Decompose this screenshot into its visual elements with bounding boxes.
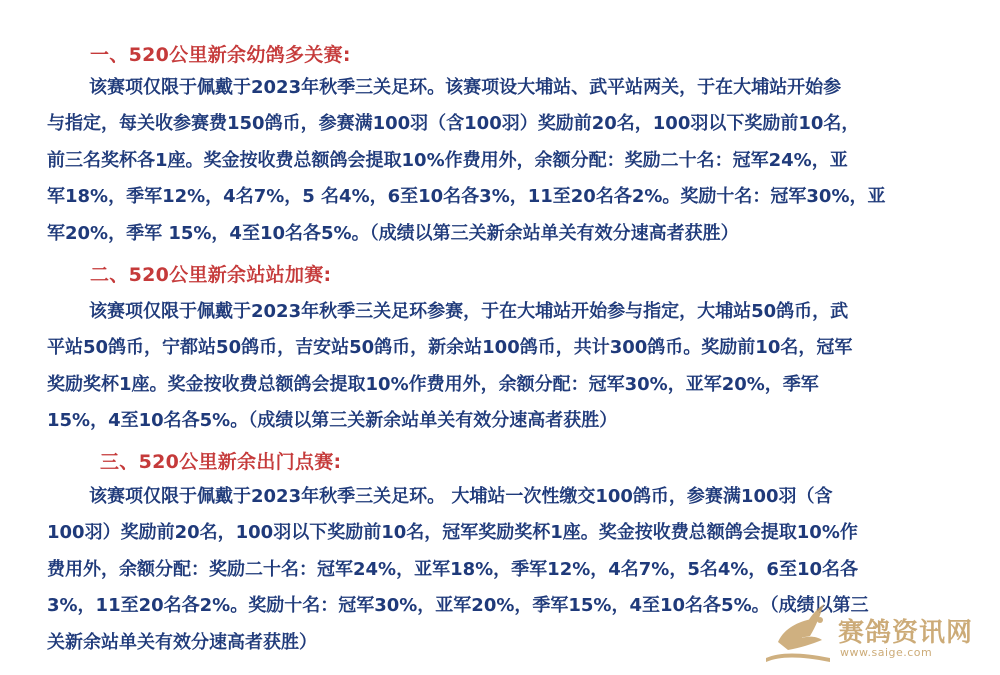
section-1-line-2: 与指定，每关收参赛费150鸽币，参赛满100羽（含100羽）奖励前20名，100羽以下奖励前10名， (47, 113, 860, 135)
section-2-line-2: 平站50鸽币，宁都站50鸽币，吉安站50鸽币，新余站100鸽币，共计300鸽币。奖励前10名，冠军 (47, 337, 853, 359)
section-2-body (47, 294, 962, 440)
section-1-line-4: 军18%，季军12%，4名7%，5 名4%，6至10名各3%，11至20名各2%。奖励十名：冠军30%，亚 (47, 186, 886, 208)
section-3-line-4: 3%，11至20名各2%。奖励十名：冠军30%，亚军20%，季军15%，4至10名各5%。（成绩以第三 (47, 595, 869, 617)
section-1-line-5: 军20%，季军 15%，4至10名各5%。（成绩以第三关新余站单关有效分速高者获胜） (47, 222, 739, 244)
section-3-line-5: 关新余站单关有效分速高者获胜） (47, 631, 317, 653)
watermark-url: www.saige.com (840, 646, 933, 659)
section-2-line-4: 15%，4至10名各5%。（成绩以第三关新余站单关有效分速高者获胜） (47, 410, 618, 432)
section-1-heading: 一、520公里新余幼鸽多关赛: (90, 44, 351, 66)
watermark (760, 598, 990, 670)
section-3-line-1: 该赛项仅限于佩戴于2023年秋季三关足环。 大埔站一次性缴交100鸽币，参赛满100羽（含 (89, 486, 833, 507)
section-3-line-3: 费用外，余额分配：奖励二十名：冠军24%，亚军18%，季军12%，4名7%，5名4%，6至10名各 (47, 558, 858, 580)
watermark-text: 赛鸽资讯网 (838, 618, 974, 648)
section-1-line-1: 该赛项仅限于佩戴于2023年秋季三关足环。该赛项设大埔站、武平站两关，于在大埔站开始参 (89, 77, 842, 98)
section-2-line-3: 奖励奖杯1座。奖金按收费总额鸽会提取10%作费用外，余额分配：冠军30%，亚军20%，季军 (47, 373, 819, 395)
section-1-line-3: 前三名奖杯各1座。奖金按收费总额鸽会提取10%作费用外，余额分配：奖励二十名：冠军24%，亚 (47, 149, 848, 171)
section-3-line-2: 100羽）奖励前20名，100羽以下奖励前10名，冠军奖励奖杯1座。奖金按收费总额鸽会提取10%作 (47, 522, 858, 544)
pigeon-logo-icon (760, 598, 840, 670)
section-2-heading: 二、520公里新余站站加赛: (90, 264, 332, 286)
section-2-line-1: 该赛项仅限于佩戴于2023年秋季三关足环参赛，于在大埔站开始参与指定，大埔站50鸽币，武 (89, 301, 849, 322)
section-1-body (47, 70, 962, 252)
section-3-heading: 三、520公里新余出门点赛: (100, 451, 342, 473)
